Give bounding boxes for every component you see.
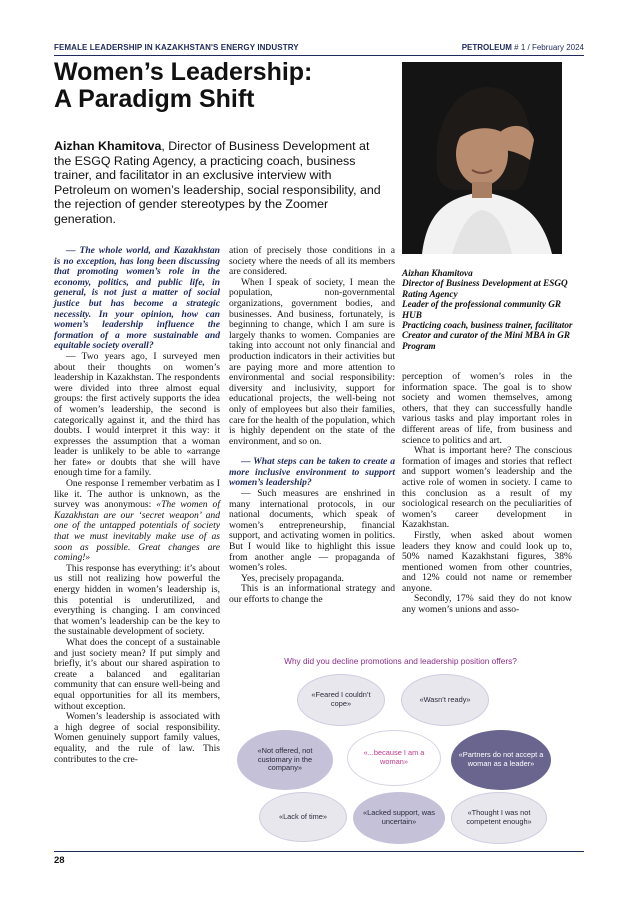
infographic-title: Why did you decline promotions and leadership position offers? <box>284 656 517 666</box>
title-line-1: Women’s Leadership: <box>54 58 313 86</box>
header-rule <box>54 55 584 56</box>
paragraph: What does the concept of a sustainable and just society mean? If put simply and briefly, it’s about our shared aspiration to create a balanced and egalitarian community that can ensure well-being and equal opportunities for all its members, without exception. <box>54 636 220 712</box>
infographic-bubbles <box>229 668 572 844</box>
paragraph: What is important here? The conscious formation of images and stories that reflect and support women’s leadership and the active role of women in society. I came to this conclusion as a result of my sociological research on the peculiarities of women’s career development in Kazakhstan. <box>402 445 572 531</box>
interview-question-2: — What steps can be taken to create a more inclusive environment to support women’s leadership? <box>229 456 395 489</box>
portrait-photo <box>402 62 562 254</box>
paragraph: This is an informational strategy and our efforts to change the <box>229 583 395 605</box>
bubble-not-ready: «Wasn’t ready» <box>401 674 489 726</box>
portrait-illustration <box>402 62 562 254</box>
intro-lede <box>54 139 384 227</box>
issue-number: # 1 / February 2024 <box>514 43 584 52</box>
paragraph <box>54 479 220 564</box>
caption-line: Leader of the professional community GR HUB <box>402 299 561 320</box>
column-2 <box>229 246 395 606</box>
intro-name: Aizhan Khamitova <box>54 139 162 153</box>
survey-quote: «The women of Kazakhstan are our ‘secret weapon’ and one of the untapped potentials of society that we must inevitably make use of as soon as possible. Great changes are coming!» <box>54 499 220 564</box>
bubble-feared: «Feared I couldn’t cope» <box>297 674 385 726</box>
issue-header <box>462 43 584 52</box>
footer-rule <box>54 851 584 852</box>
bubble-lacked-support: «Lacked support, was uncertain» <box>353 792 445 844</box>
paragraph: Yes, precisely propaganda. <box>241 572 344 584</box>
column-3 <box>402 372 572 616</box>
caption-name: Aizhan Khamitova <box>402 268 473 278</box>
paragraph: When I speak of society, I mean the population, non-governmental organizations, government bodies, and businesses. And business, fortunately, is beginning to change, which I am sure is largely thanks to women. Companies are taking into account not only financial and production indicators in their activities but are paying more and more attention to environmental and social responsibility: diversity and inclusivity, support for educational projects, the well-being not only of employees but also their families, care for the health of the population, which is highly dependent on the state of the environment, and so on. <box>229 276 395 447</box>
magazine-name: PETROLEUM <box>461 43 512 52</box>
caption-line: Creator and curator of the Mini MBA in GR Program <box>402 330 570 351</box>
photo-caption <box>402 268 574 351</box>
column-1 <box>54 246 220 765</box>
bubble-because-woman: «...because I am a woman» <box>347 730 441 786</box>
caption-line: Director of Business Development at ESGQ Rating Agency <box>402 278 568 299</box>
paragraph: ation of precisely those conditions in a society where the needs of all its members are considered. <box>229 245 395 278</box>
title-line-2: A Paradigm Shift <box>54 85 255 113</box>
bubble-not-competent: «Thought I was not competent enough» <box>451 792 547 844</box>
section-header: FEMALE LEADERSHIP IN KAZAKHSTAN'S ENERGY INDUSTRY <box>54 43 299 52</box>
paragraph: Firstly, when asked about women leaders they know and could look up to, 50% named Kazakhstani figures, 38% mentioned women from other countries, and 12% could not name or remember anyone. <box>402 529 572 594</box>
paragraph: perception of women’s roles in the information space. The goal is to show society and women themselves, among others, that they can successfully handle various tasks and play important roles in different areas of life, from business and science to politics and art. <box>402 371 572 446</box>
caption-line: Practicing coach, business trainer, facilitator <box>402 320 573 331</box>
bubble-partners: «Partners do not accept a woman as a leader» <box>451 730 551 790</box>
page-number: 28 <box>54 855 65 866</box>
interview-question-1: — The whole world, and Kazakhstan is no exception, has long been discussing that promoting women’s role in the economy, politics, and public life, in general, is not just a matter of social justice but has become a strategic necessity. In your opinion, how can women’s leadership influence the formation of a more sustainable and equitable society overall? <box>54 245 220 352</box>
paragraph: — Such measures are enshrined in many international protocols, in our national documents, which speak of women’s entrepreneurship, financial support, and activating women in politics. But I would like to highlight this issue from another angle — propaganda of women’s roles. <box>229 488 395 574</box>
paragraph: Women’s leadership is associated with a high degree of social responsibility. Women genuinely support family values, equality, and the rule of law. This contributes to the cre- <box>54 711 220 765</box>
paragraph: — Two years ago, I surveyed men about their thoughts on women’s leadership in Kazakhstan. The respondents were divided into three almost equal groups: the first actively supports the idea of women’s leadership, the second is categorically against it, and the third has doubts. I would interpret it this way: it expresses the assumption that a woman leader is unlikely to be able to «arrange her fate» or doubts that she will have enough time for a family. <box>54 350 220 479</box>
bubble-not-offered: «Not offered, not customary in the company» <box>237 730 333 790</box>
article-title <box>54 59 384 113</box>
bubble-lack-of-time: «Lack of time» <box>259 792 347 842</box>
paragraph: Secondly, 17% said they do not know any women’s unions and asso- <box>402 593 572 616</box>
paragraph-text: One response I remember verbatim as I like it. The author is unknown, as the survey was anonymous: <box>54 478 220 511</box>
paragraph: This response has everything: it’s about us still not realizing how powerful the energy hidden in women’s leadership is, this potential is underutilized, and everything is changing. I am convinced that women’s leadership can be the key to the sustainable development of society. <box>54 562 220 638</box>
intro-text: , Director of Business Development at the ESGQ Rating Agency, a practicing coach, business trainer, and facilitator in an exclusive interview with Petroleum on women’s leadership, social responsibility, and the rejection of gender stereotypes by the Zoomer generation. <box>54 139 381 226</box>
